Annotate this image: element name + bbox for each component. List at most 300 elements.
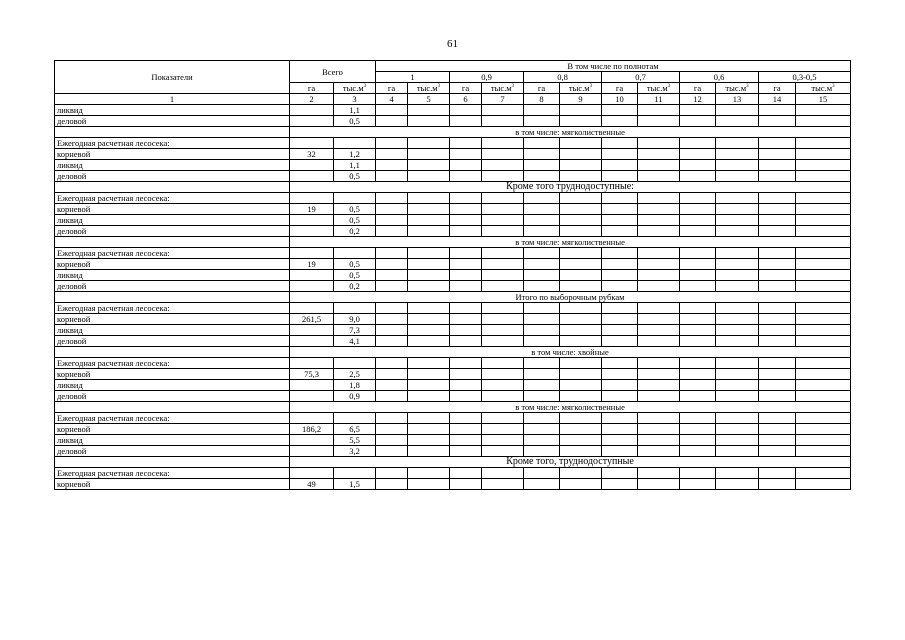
density-value-cell — [716, 446, 759, 457]
density-value-cell — [450, 369, 482, 380]
density-value-cell — [482, 215, 524, 226]
density-value-cell — [638, 138, 680, 149]
header-density: 0,9 — [450, 72, 524, 83]
density-value-cell — [450, 259, 482, 270]
total-volume-cell — [334, 358, 376, 369]
density-value-cell — [376, 435, 408, 446]
header-unit-ha: га — [602, 83, 638, 94]
density-value-cell — [408, 446, 450, 457]
density-value-cell — [450, 270, 482, 281]
density-value-cell — [524, 358, 560, 369]
density-value-cell — [408, 413, 450, 424]
density-value-cell — [560, 105, 602, 116]
density-value-cell — [759, 446, 796, 457]
header-column-number: 10 — [602, 94, 638, 105]
density-value-cell — [482, 116, 524, 127]
density-value-cell — [796, 336, 851, 347]
header-unit-ha: га — [759, 83, 796, 94]
density-value-cell — [680, 226, 716, 237]
table-row — [55, 259, 851, 270]
row-label: Ежегодная расчетная лесосека: — [55, 358, 290, 369]
density-value-cell — [560, 424, 602, 435]
table-row — [55, 336, 851, 347]
header-column-number: 2 — [290, 94, 334, 105]
density-value-cell — [796, 435, 851, 446]
density-value-cell — [796, 325, 851, 336]
density-value-cell — [602, 435, 638, 446]
density-value-cell — [482, 424, 524, 435]
density-value-cell — [716, 391, 759, 402]
density-value-cell — [602, 160, 638, 171]
total-ha-cell — [290, 215, 334, 226]
density-value-cell — [602, 369, 638, 380]
row-label: ликвид — [55, 380, 290, 391]
density-value-cell — [716, 171, 759, 182]
header-column-number: 1 — [55, 94, 290, 105]
density-value-cell — [524, 314, 560, 325]
density-value-cell — [796, 215, 851, 226]
table-row — [55, 369, 851, 380]
density-value-cell — [408, 336, 450, 347]
density-value-cell — [602, 358, 638, 369]
density-value-cell — [759, 336, 796, 347]
table-row — [55, 391, 851, 402]
density-value-cell — [408, 259, 450, 270]
section-left-cell — [55, 292, 290, 303]
density-value-cell — [450, 314, 482, 325]
density-value-cell — [376, 424, 408, 435]
density-value-cell — [638, 171, 680, 182]
density-value-cell — [602, 325, 638, 336]
density-value-cell — [796, 105, 851, 116]
table-row — [55, 424, 851, 435]
density-value-cell — [638, 369, 680, 380]
density-value-cell — [680, 160, 716, 171]
density-value-cell — [482, 413, 524, 424]
density-value-cell — [638, 358, 680, 369]
density-value-cell — [680, 336, 716, 347]
density-value-cell — [602, 270, 638, 281]
density-value-cell — [408, 138, 450, 149]
density-value-cell — [560, 171, 602, 182]
row-label: ликвид — [55, 160, 290, 171]
density-value-cell — [638, 105, 680, 116]
density-value-cell — [482, 391, 524, 402]
density-value-cell — [450, 391, 482, 402]
total-volume-cell — [334, 413, 376, 424]
table-row — [55, 380, 851, 391]
density-value-cell — [450, 424, 482, 435]
total-ha-cell: 32 — [290, 149, 334, 160]
density-value-cell — [482, 138, 524, 149]
total-ha-cell — [290, 226, 334, 237]
density-value-cell — [602, 259, 638, 270]
header-unit-ha: га — [680, 83, 716, 94]
header-unit-volume: $тыс.м^3$ — [716, 83, 759, 94]
density-value-cell — [796, 149, 851, 160]
row-label: Ежегодная расчетная лесосека: — [55, 138, 290, 149]
total-volume-cell: 1,2 — [334, 149, 376, 160]
total-volume-cell — [334, 468, 376, 479]
density-value-cell — [796, 314, 851, 325]
total-volume-cell: 1,5 — [334, 479, 376, 490]
density-value-cell — [680, 138, 716, 149]
density-value-cell — [376, 468, 408, 479]
table-row — [55, 468, 851, 479]
density-value-cell — [450, 358, 482, 369]
density-value-cell — [482, 479, 524, 490]
density-value-cell — [560, 336, 602, 347]
density-value-cell — [638, 226, 680, 237]
density-value-cell — [796, 424, 851, 435]
density-value-cell — [376, 116, 408, 127]
row-label: Ежегодная расчетная лесосека: — [55, 193, 290, 204]
density-value-cell — [638, 149, 680, 160]
table-row — [55, 204, 851, 215]
total-volume-cell: 0,5 — [334, 215, 376, 226]
section-left-cell — [55, 347, 290, 358]
density-value-cell — [716, 380, 759, 391]
table-row — [55, 435, 851, 446]
density-value-cell — [796, 138, 851, 149]
density-value-cell — [716, 116, 759, 127]
density-value-cell — [759, 424, 796, 435]
density-value-cell — [408, 171, 450, 182]
density-value-cell — [560, 380, 602, 391]
density-value-cell — [560, 138, 602, 149]
table-row — [55, 193, 851, 204]
header-density: 0,7 — [602, 72, 680, 83]
header-unit-volume: $тыс.м^3$ — [482, 83, 524, 94]
density-value-cell — [450, 446, 482, 457]
density-value-cell — [376, 413, 408, 424]
density-value-cell — [450, 204, 482, 215]
density-value-cell — [560, 193, 602, 204]
total-volume-cell: 3,2 — [334, 446, 376, 457]
table-row — [55, 303, 851, 314]
density-value-cell — [796, 116, 851, 127]
density-value-cell — [450, 303, 482, 314]
density-value-cell — [408, 424, 450, 435]
density-value-cell — [759, 259, 796, 270]
total-ha-cell — [290, 413, 334, 424]
density-value-cell — [716, 325, 759, 336]
density-value-cell — [680, 149, 716, 160]
section-row — [55, 182, 851, 193]
density-value-cell — [450, 468, 482, 479]
density-value-cell — [602, 380, 638, 391]
density-value-cell — [376, 391, 408, 402]
header-column-number: 12 — [680, 94, 716, 105]
table-row — [55, 446, 851, 457]
row-label: корневой — [55, 424, 290, 435]
density-value-cell — [408, 226, 450, 237]
density-value-cell — [560, 259, 602, 270]
density-value-cell — [796, 171, 851, 182]
section-row — [55, 402, 851, 413]
density-value-cell — [638, 325, 680, 336]
table-row — [55, 270, 851, 281]
density-value-cell — [560, 270, 602, 281]
density-value-cell — [482, 259, 524, 270]
density-value-cell — [759, 303, 796, 314]
total-ha-cell — [290, 336, 334, 347]
total-ha-cell — [290, 248, 334, 259]
total-ha-cell: 19 — [290, 259, 334, 270]
density-value-cell — [482, 303, 524, 314]
density-value-cell — [450, 193, 482, 204]
row-label: деловой — [55, 281, 290, 292]
total-ha-cell — [290, 193, 334, 204]
row-label: ликвид — [55, 325, 290, 336]
density-value-cell — [376, 314, 408, 325]
density-value-cell — [602, 149, 638, 160]
density-value-cell — [408, 303, 450, 314]
density-value-cell — [376, 259, 408, 270]
density-value-cell — [482, 226, 524, 237]
density-value-cell — [376, 248, 408, 259]
row-label: ликвид — [55, 270, 290, 281]
header-column-number: 11 — [638, 94, 680, 105]
density-value-cell — [408, 435, 450, 446]
density-value-cell — [602, 281, 638, 292]
header-column-number: 3 — [334, 94, 376, 105]
density-value-cell — [376, 336, 408, 347]
density-value-cell — [716, 314, 759, 325]
density-value-cell — [716, 259, 759, 270]
density-value-cell — [408, 215, 450, 226]
total-volume-cell: 0,5 — [334, 171, 376, 182]
row-label: Ежегодная расчетная лесосека: — [55, 248, 290, 259]
density-value-cell — [524, 424, 560, 435]
total-volume-cell — [334, 193, 376, 204]
density-value-cell — [759, 105, 796, 116]
density-value-cell — [602, 468, 638, 479]
density-value-cell — [482, 270, 524, 281]
table-row — [55, 248, 851, 259]
density-value-cell — [680, 391, 716, 402]
density-value-cell — [524, 193, 560, 204]
density-value-cell — [408, 204, 450, 215]
density-value-cell — [524, 270, 560, 281]
density-value-cell — [759, 468, 796, 479]
table-row — [55, 226, 851, 237]
density-value-cell — [796, 380, 851, 391]
density-value-cell — [376, 138, 408, 149]
density-value-cell — [408, 314, 450, 325]
header-unit-volume: $тыс.м^3$ — [638, 83, 680, 94]
forest-data-table — [54, 60, 851, 490]
density-value-cell — [560, 226, 602, 237]
density-value-cell — [796, 281, 851, 292]
density-value-cell — [602, 248, 638, 259]
density-value-cell — [560, 116, 602, 127]
density-value-cell — [759, 160, 796, 171]
density-value-cell — [376, 380, 408, 391]
total-ha-cell — [290, 325, 334, 336]
density-value-cell — [759, 215, 796, 226]
density-value-cell — [524, 138, 560, 149]
density-value-cell — [482, 105, 524, 116]
density-value-cell — [482, 204, 524, 215]
density-value-cell — [450, 138, 482, 149]
density-value-cell — [680, 105, 716, 116]
density-value-cell — [796, 160, 851, 171]
density-value-cell — [450, 380, 482, 391]
section-title: Кроме того, труднодоступные — [290, 457, 851, 468]
density-value-cell — [638, 424, 680, 435]
density-value-cell — [759, 358, 796, 369]
density-value-cell — [796, 446, 851, 457]
density-value-cell — [638, 479, 680, 490]
density-value-cell — [524, 160, 560, 171]
density-value-cell — [560, 325, 602, 336]
header-unit-volume: $тыс.м^3$ — [560, 83, 602, 94]
row-label: деловой — [55, 391, 290, 402]
density-value-cell — [602, 336, 638, 347]
total-ha-cell: 75,3 — [290, 369, 334, 380]
density-value-cell — [560, 413, 602, 424]
row-label: Ежегодная расчетная лесосека: — [55, 468, 290, 479]
density-value-cell — [602, 391, 638, 402]
row-label: Ежегодная расчетная лесосека: — [55, 413, 290, 424]
total-ha-cell: 19 — [290, 204, 334, 215]
density-value-cell — [638, 215, 680, 226]
density-value-cell — [482, 435, 524, 446]
density-value-cell — [560, 149, 602, 160]
density-value-cell — [450, 160, 482, 171]
density-value-cell — [602, 226, 638, 237]
density-value-cell — [482, 193, 524, 204]
density-value-cell — [638, 380, 680, 391]
row-label: ликвид — [55, 105, 290, 116]
row-label: корневой — [55, 314, 290, 325]
density-value-cell — [524, 116, 560, 127]
density-value-cell — [759, 171, 796, 182]
density-value-cell — [796, 413, 851, 424]
header-column-number: 4 — [376, 94, 408, 105]
density-value-cell — [716, 204, 759, 215]
density-value-cell — [680, 369, 716, 380]
density-value-cell — [759, 226, 796, 237]
density-value-cell — [408, 160, 450, 171]
density-value-cell — [602, 446, 638, 457]
density-value-cell — [524, 248, 560, 259]
header-unit-ha: га — [290, 83, 334, 94]
density-value-cell — [680, 446, 716, 457]
density-value-cell — [482, 369, 524, 380]
density-value-cell — [638, 281, 680, 292]
row-label: деловой — [55, 336, 290, 347]
density-value-cell — [638, 248, 680, 259]
density-value-cell — [602, 215, 638, 226]
density-value-cell — [716, 336, 759, 347]
density-value-cell — [716, 358, 759, 369]
section-row — [55, 237, 851, 248]
total-volume-cell: 6,5 — [334, 424, 376, 435]
density-value-cell — [482, 468, 524, 479]
density-value-cell — [759, 248, 796, 259]
density-value-cell — [450, 116, 482, 127]
total-volume-cell: 2,5 — [334, 369, 376, 380]
density-value-cell — [716, 138, 759, 149]
header-unit-ha: га — [376, 83, 408, 94]
density-value-cell — [482, 325, 524, 336]
density-value-cell — [716, 105, 759, 116]
density-value-cell — [560, 204, 602, 215]
density-value-cell — [759, 325, 796, 336]
density-value-cell — [376, 160, 408, 171]
header-total: Всего — [290, 61, 376, 83]
header-density: 1 — [376, 72, 450, 83]
density-value-cell — [796, 391, 851, 402]
table-row — [55, 171, 851, 182]
density-value-cell — [680, 479, 716, 490]
density-value-cell — [482, 160, 524, 171]
density-value-cell — [376, 215, 408, 226]
total-ha-cell — [290, 391, 334, 402]
density-value-cell — [759, 314, 796, 325]
density-value-cell — [376, 204, 408, 215]
density-value-cell — [408, 193, 450, 204]
density-value-cell — [602, 171, 638, 182]
header-column-numbers — [55, 94, 851, 105]
density-value-cell — [638, 391, 680, 402]
table-row — [55, 413, 851, 424]
density-value-cell — [524, 413, 560, 424]
header-column-number: 9 — [560, 94, 602, 105]
density-value-cell — [408, 479, 450, 490]
page-number: 61 — [447, 38, 458, 50]
density-value-cell — [716, 435, 759, 446]
density-value-cell — [560, 479, 602, 490]
section-left-cell — [55, 127, 290, 138]
density-value-cell — [560, 303, 602, 314]
density-value-cell — [408, 380, 450, 391]
density-value-cell — [716, 413, 759, 424]
density-value-cell — [716, 424, 759, 435]
density-value-cell — [759, 270, 796, 281]
density-value-cell — [376, 358, 408, 369]
density-value-cell — [716, 215, 759, 226]
total-ha-cell — [290, 270, 334, 281]
table-row — [55, 160, 851, 171]
section-left-cell — [55, 182, 290, 193]
density-value-cell — [638, 303, 680, 314]
density-value-cell — [759, 479, 796, 490]
total-ha-cell: 49 — [290, 479, 334, 490]
row-label: деловой — [55, 446, 290, 457]
density-value-cell — [796, 270, 851, 281]
density-value-cell — [716, 149, 759, 160]
density-value-cell — [450, 413, 482, 424]
header-column-number: 13 — [716, 94, 759, 105]
density-value-cell — [450, 479, 482, 490]
density-value-cell — [408, 149, 450, 160]
density-value-cell — [560, 369, 602, 380]
density-value-cell — [602, 314, 638, 325]
density-value-cell — [450, 281, 482, 292]
total-volume-cell: 0,5 — [334, 116, 376, 127]
total-volume-cell: 9,0 — [334, 314, 376, 325]
section-title: Итого по выборочным рубкам — [290, 292, 851, 303]
total-ha-cell — [290, 160, 334, 171]
density-value-cell — [680, 314, 716, 325]
density-value-cell — [450, 435, 482, 446]
density-value-cell — [524, 204, 560, 215]
density-value-cell — [602, 204, 638, 215]
density-value-cell — [524, 479, 560, 490]
